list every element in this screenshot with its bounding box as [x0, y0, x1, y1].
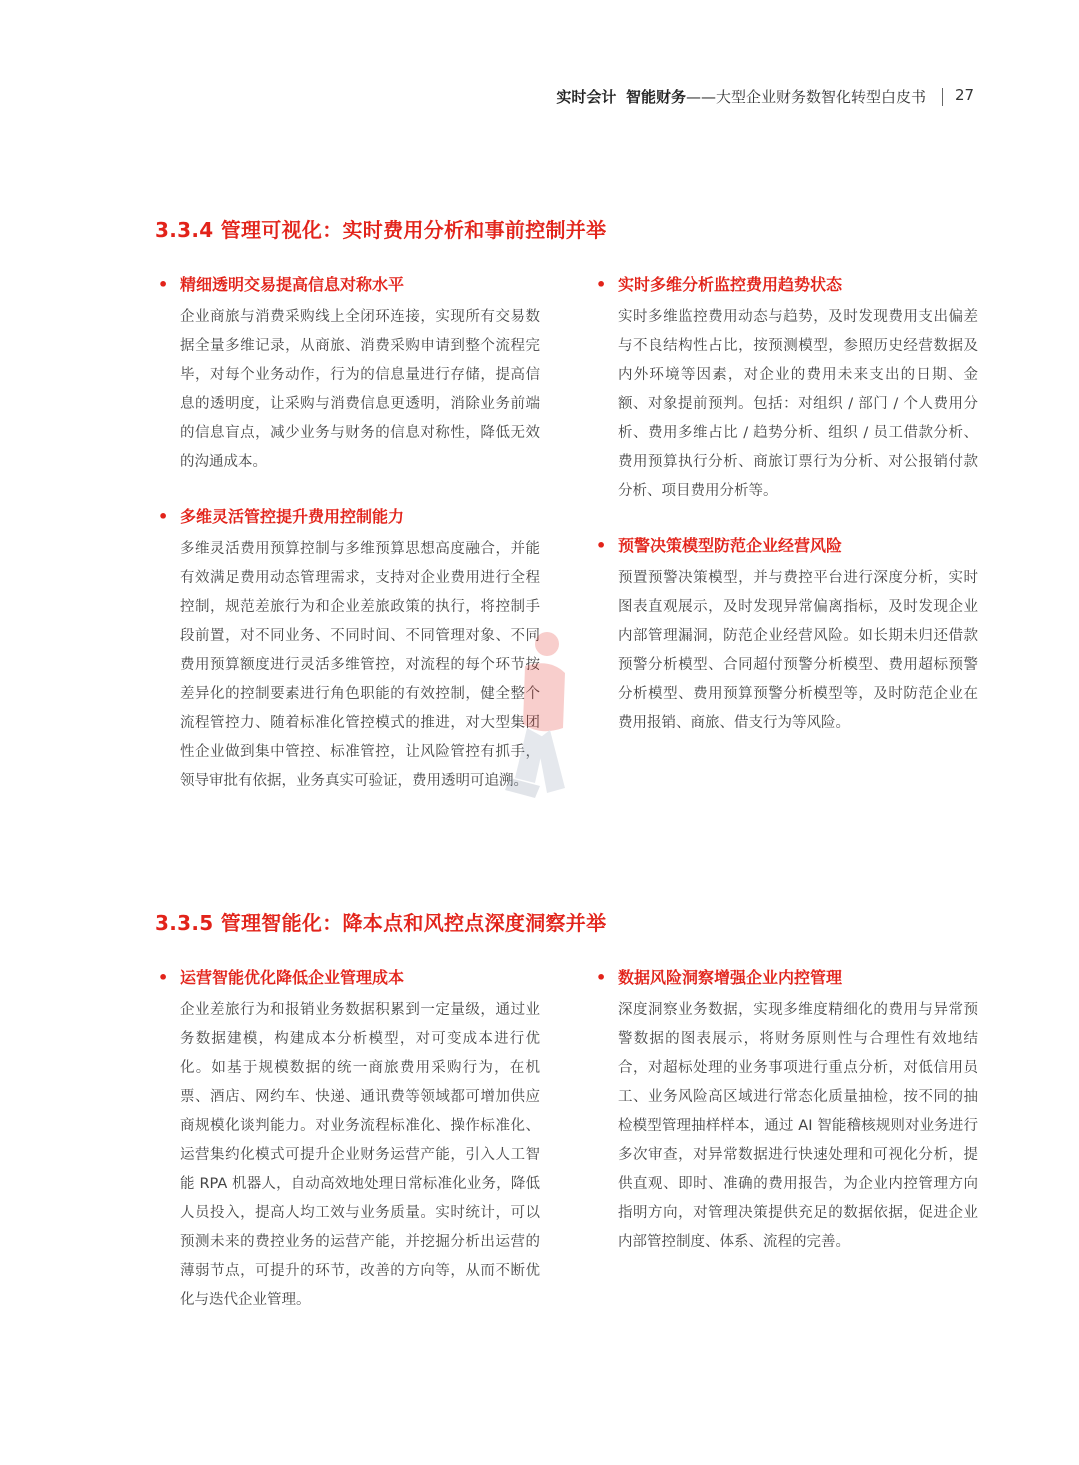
item-title [158, 274, 520, 296]
bullet-icon: • [596, 968, 607, 987]
section-335-item-2 [596, 967, 978, 1257]
bullet-icon: • [158, 275, 169, 294]
item-body: 多维灵活费用预算控制与多维预算思想高度融合，并能有效满足费用动态管理需求，支持对企业费用进行全程控制，规范差旅行为和企业差旅政策的执行，将控制手段前置，对不同业务、不同时间、不同管理对象、不同费用预算额度进行灵活多维管控，对流程的每个环节按差异化的控制要素进行角色职能的有效控制，健全整个流程管控力、随着标准化管控模式的推进，对大型集团性企业做到集中管控、标准管控，让风险管控有抓手，领导审批有依据，业务真实可验证，费用透明可追溯。 [180, 541, 540, 789]
section-334-item-4 [596, 535, 978, 738]
header-title-rest: ——大型企业财务数智化转型白皮书 [685, 88, 926, 106]
section-title-334: 3.3.4 管理可视化：实时费用分析和事前控制并举 [155, 218, 607, 242]
header-title [556, 86, 926, 107]
bullet-icon: • [596, 275, 607, 294]
item-title [596, 967, 958, 989]
header-title-bold-1: 实时会计 [556, 88, 617, 106]
item-title [158, 967, 520, 989]
section-334-item-1 [158, 274, 540, 477]
bullet-icon: • [158, 507, 169, 526]
item-body: 企业商旅与消费采购线上全闭环连接，实现所有交易数据全量多维记录，从商旅、消费采购申请到整个流程完毕，对每个业务动作，行为的信息量进行存储，提高信息的透明度，让采购与消费信息更透明，消除业务前端的信息盲点，减少业务与财务的信息对称性，降低无效的沟通成本。 [180, 309, 540, 470]
header-separator [942, 88, 943, 106]
header-title-bold-2: 智能财务 [625, 88, 686, 106]
section-title-335: 3.3.5 管理智能化：降本点和风控点深度洞察并举 [155, 911, 607, 935]
item-title-text: 多维灵活管控提升费用控制能力 [180, 507, 405, 526]
item-title-text: 数据风险洞察增强企业内控管理 [618, 968, 843, 987]
item-title-text: 预警决策模型防范企业经营风险 [618, 536, 843, 555]
bullet-icon: • [596, 536, 607, 555]
section-334-item-2 [158, 506, 540, 796]
running-header [0, 86, 1079, 110]
item-title-text: 精细透明交易提高信息对称水平 [180, 275, 405, 294]
section-334-item-3 [596, 274, 978, 506]
item-title-text: 运营智能优化降低企业管理成本 [180, 968, 405, 987]
item-body: 实时多维监控费用动态与趋势，及时发现费用支出偏差与不良结构性占比，按预测模型，参照历史经营数据及内外环境等因素，对企业的费用未来支出的日期、金额、对象提前预判。包括：对组织 / 部门 / 个人费用分析、费用多维占比 / 趋势分析、组织 / 员工借款分析、费用预算执行分析、商旅订票行为分析、对公报销付款分析、项目费用分析等。 [618, 309, 978, 499]
item-title-text: 实时多维分析监控费用趋势状态 [618, 275, 843, 294]
bullet-icon: • [158, 968, 169, 987]
item-body: 深度洞察业务数据，实现多维度精细化的费用与异常预警数据的图表展示，将财务原则性与合理性有效地结合，对超标处理的业务事项进行重点分析，对低信用员工、业务风险高区域进行常态化质量抽检，按不同的抽检模型管理抽样样本，通过 AI 智能稽核规则对业务进行多次审查，对异常数据进行快速处理和可视化分析，提供直观、即时、准确的费用报告，为企业内控管理方向指明方向，对管理决策提供充足的数据依据，促进企业内部管控制度、体系、流程的完善。 [618, 1002, 978, 1250]
item-body: 企业差旅行为和报销业务数据积累到一定量级，通过业务数据建模，构建成本分析模型，对可变成本进行优化。如基于规模数据的统一商旅费用采购行为，在机票、酒店、网约车、快递、通讯费等领域都可增加供应商规模化谈判能力。对业务流程标准化、操作标准化、运营集约化模式可提升企业财务运营产能，引入人工智能 RPA 机器人，自动高效地处理日常标准化业务，降低人员投入，提高人均工效与业务质量。实时统计，可以预测未来的费控业务的运营产能，并挖掘分析出运营的薄弱节点，可提升的环节，改善的方向等，从而不断优化与迭代企业管理。 [180, 1002, 540, 1308]
item-title [596, 535, 958, 557]
section-335-item-1 [158, 967, 540, 1315]
item-title [158, 506, 520, 528]
page-number: 27 [955, 86, 975, 104]
item-title [596, 274, 958, 296]
item-body: 预置预警决策模型，并与费控平台进行深度分析，实时图表直观展示，及时发现异常偏离指标，及时发现企业内部管理漏洞，防范企业经营风险。如长期未归还借款预警分析模型、合同超付预警分析模型、费用超标预警分析模型、费用预算预警分析模型等，及时防范企业在费用报销、商旅、借支行为等风险。 [618, 570, 978, 731]
